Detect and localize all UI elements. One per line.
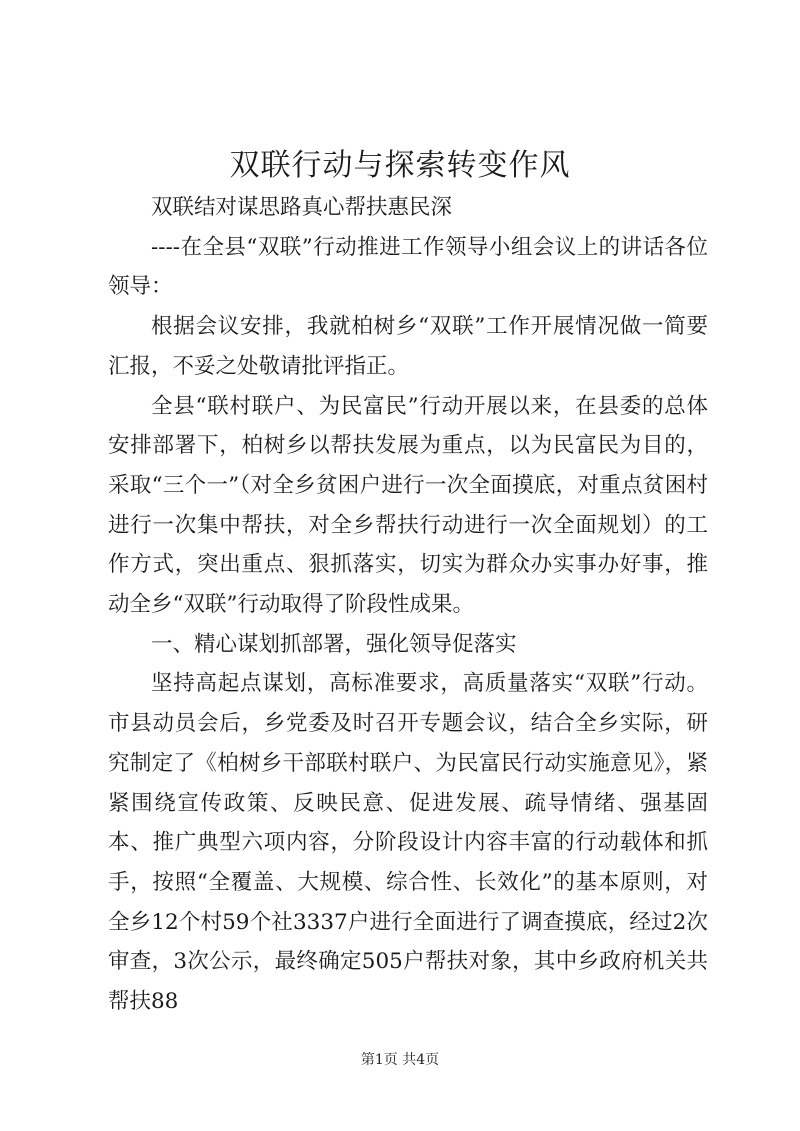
section-heading: 一、精心谋划抓部署，强化领导促落实 [151, 631, 517, 657]
body-paragraph: 根据会议安排，我就柏树乡“双联”工作开展情况做一简要汇报，不妥之处敬请批评指正。 [108, 314, 708, 379]
body-paragraph: 全县“联村联户、为民富民”行动开展以来，在县委的总体安排部署下，柏树乡以帮扶发展为重点，以为民富民为目的，采取“三个一”（对全乡贫困户进行一次全面摸底，对重点贫困村进行一次集中帮扶，对全乡帮扶行动进行一次全面规划）的工作方式，突出重点、狠抓落实，切实为群众办实事办好事，推动全乡“双联”行动取得了阶段性成果。 [108, 393, 708, 618]
body-paragraph: 坚持高起点谋划，高标准要求，高质量落实“双联”行动。市县动员会后，乡党委及时召开专题会议，结合全乡实际，研究制定了《柏树乡干部联村联户、为民富民行动实施意见》，紧紧围绕宣传政策、反映民意、促进发展、疏导情绪、强基固本、推广典型六项内容，分阶段设计内容丰富的行动载体和抓手，按照“全覆盖、大规模、综合性、长效化”的基本原则，对全乡12个村59个社3337户进行全面进行了调查摸底，经过2次审查，3次公示，最终确定505户帮扶对象，其中乡政府机关共帮扶88 [108, 671, 708, 1015]
document-title: 双联行动与探索转变作风 [229, 148, 571, 183]
subtitle-paragraph: 双联结对谋思路真心帮扶惠民深 [151, 195, 453, 220]
page-footer: 第1页 共4页 [360, 1052, 440, 1068]
speech-heading-paragraph: ----在全县“双联”行动推进工作领导小组会议上的讲话各位领导： [108, 234, 708, 300]
document-body [108, 188, 708, 1022]
